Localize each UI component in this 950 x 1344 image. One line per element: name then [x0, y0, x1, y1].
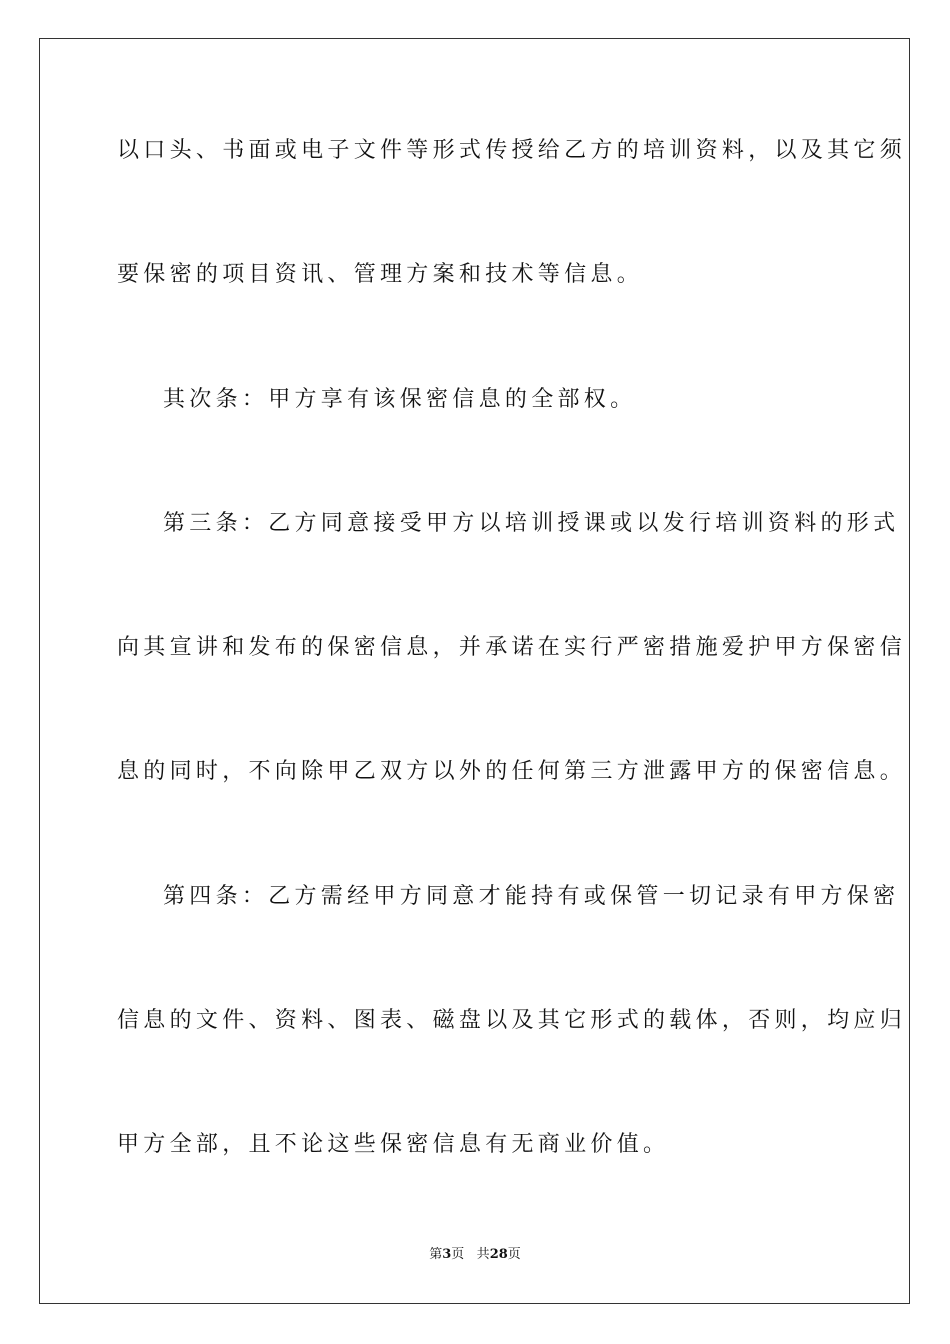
footer-total-pages: 28 [489, 1247, 508, 1262]
footer-total-suffix: 页 [507, 1247, 521, 1262]
article-3-line-1: 第三条：乙方同意接受甲方以培训授课或以发行培训资料的形式 [163, 511, 900, 536]
footer-page-suffix: 页 [451, 1247, 465, 1262]
footer-total-prefix: 共 [476, 1247, 490, 1262]
body-line-1: 以口头、书面或电子文件等形式传授给乙方的培训资料，以及其它须 [117, 138, 907, 163]
article-4-line-1: 第四条：乙方需经甲方同意才能持有或保管一切记录有甲方保密 [163, 884, 900, 909]
article-3-line-3: 息的同时，不向除甲乙双方以外的任何第三方泄露甲方的保密信息。 [117, 759, 907, 784]
footer-page-number: 3 [442, 1247, 452, 1262]
body-line-2: 要保密的项目资讯、管理方案和技术等信息。 [117, 262, 644, 287]
page-footer [0, 1246, 950, 1264]
article-4-line-3: 甲方全部，且不论这些保密信息有无商业价值。 [117, 1132, 670, 1157]
page-frame [39, 38, 910, 1304]
footer-page-prefix: 第 [429, 1247, 443, 1262]
article-3-line-2: 向其宣讲和发布的保密信息，并承诺在实行严密措施爱护甲方保密信 [117, 635, 907, 660]
article-4-line-2: 信息的文件、资料、图表、磁盘以及其它形式的载体，否则，均应归 [117, 1008, 907, 1033]
article-2-line-1: 其次条：甲方享有该保密信息的全部权。 [163, 387, 637, 412]
